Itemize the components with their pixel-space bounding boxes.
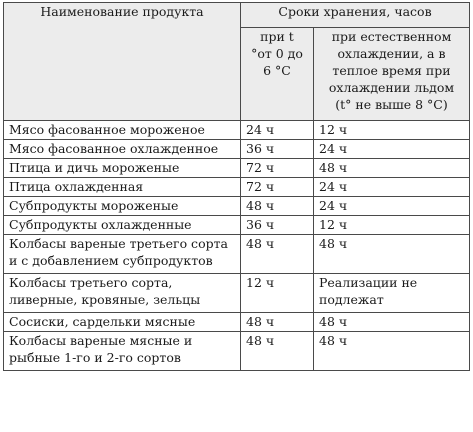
refrigerated-time-cell: 36 ч — [241, 140, 314, 159]
table-row — [4, 178, 470, 197]
product-name-cell: Колбасы вареные третьего сорта и с добавлением субпродуктов — [4, 235, 241, 274]
table-row — [4, 313, 470, 332]
refrigerated-time-cell: 12 ч — [241, 274, 314, 313]
natural-cooling-time-cell: 12 ч — [314, 216, 470, 235]
natural-cooling-time-cell: 48 ч — [314, 159, 470, 178]
table-row — [4, 332, 470, 371]
table-row — [4, 197, 470, 216]
storage-time-group-header: Сроки хранения, часов — [241, 3, 470, 28]
table-row — [4, 235, 470, 274]
storage-times-table — [3, 2, 470, 371]
natural-cooling-time-cell: 24 ч — [314, 178, 470, 197]
product-name-cell: Субпродукты мороженые — [4, 197, 241, 216]
natural-cooling-time-cell: 12 ч — [314, 121, 470, 140]
product-name-cell: Мясо фасованное охлажденное — [4, 140, 241, 159]
refrigerated-time-cell: 24 ч — [241, 121, 314, 140]
table-row — [4, 274, 470, 313]
natural-cooling-time-cell: 24 ч — [314, 140, 470, 159]
refrigerated-storage-header: при t °от 0 до 6 °C — [241, 28, 314, 121]
natural-cooling-time-cell: 24 ч — [314, 197, 470, 216]
natural-cooling-time-cell: 48 ч — [314, 313, 470, 332]
product-name-cell: Птица охлажденная — [4, 178, 241, 197]
refrigerated-time-cell: 72 ч — [241, 178, 314, 197]
natural-cooling-time-cell: 48 ч — [314, 235, 470, 274]
refrigerated-time-cell: 48 ч — [241, 235, 314, 274]
refrigerated-time-cell: 36 ч — [241, 216, 314, 235]
table-row — [4, 121, 470, 140]
product-name-cell: Сосиски, сардельки мясные — [4, 313, 241, 332]
table-row — [4, 140, 470, 159]
product-name-cell: Колбасы третьего сорта, ливерные, кровяные, зельцы — [4, 274, 241, 313]
product-name-header: Наименование продукта — [4, 3, 241, 121]
table-row — [4, 159, 470, 178]
product-name-cell: Птица и дичь мороженые — [4, 159, 241, 178]
table-row — [4, 216, 470, 235]
natural-cooling-storage-header: при естественном охлаждении, а в теплое время при охлаждении льдом (t° не выше 8 °C) — [314, 28, 470, 121]
refrigerated-time-cell: 48 ч — [241, 313, 314, 332]
natural-cooling-time-cell: 48 ч — [314, 332, 470, 371]
product-name-cell: Субпродукты охлажденные — [4, 216, 241, 235]
natural-cooling-time-cell: Реализации не подлежат — [314, 274, 470, 313]
product-name-cell: Колбасы вареные мясные и рыбные 1-го и 2-го сортов — [4, 332, 241, 371]
product-name-cell: Мясо фасованное мороженое — [4, 121, 241, 140]
refrigerated-time-cell: 48 ч — [241, 197, 314, 216]
refrigerated-time-cell: 48 ч — [241, 332, 314, 371]
refrigerated-time-cell: 72 ч — [241, 159, 314, 178]
